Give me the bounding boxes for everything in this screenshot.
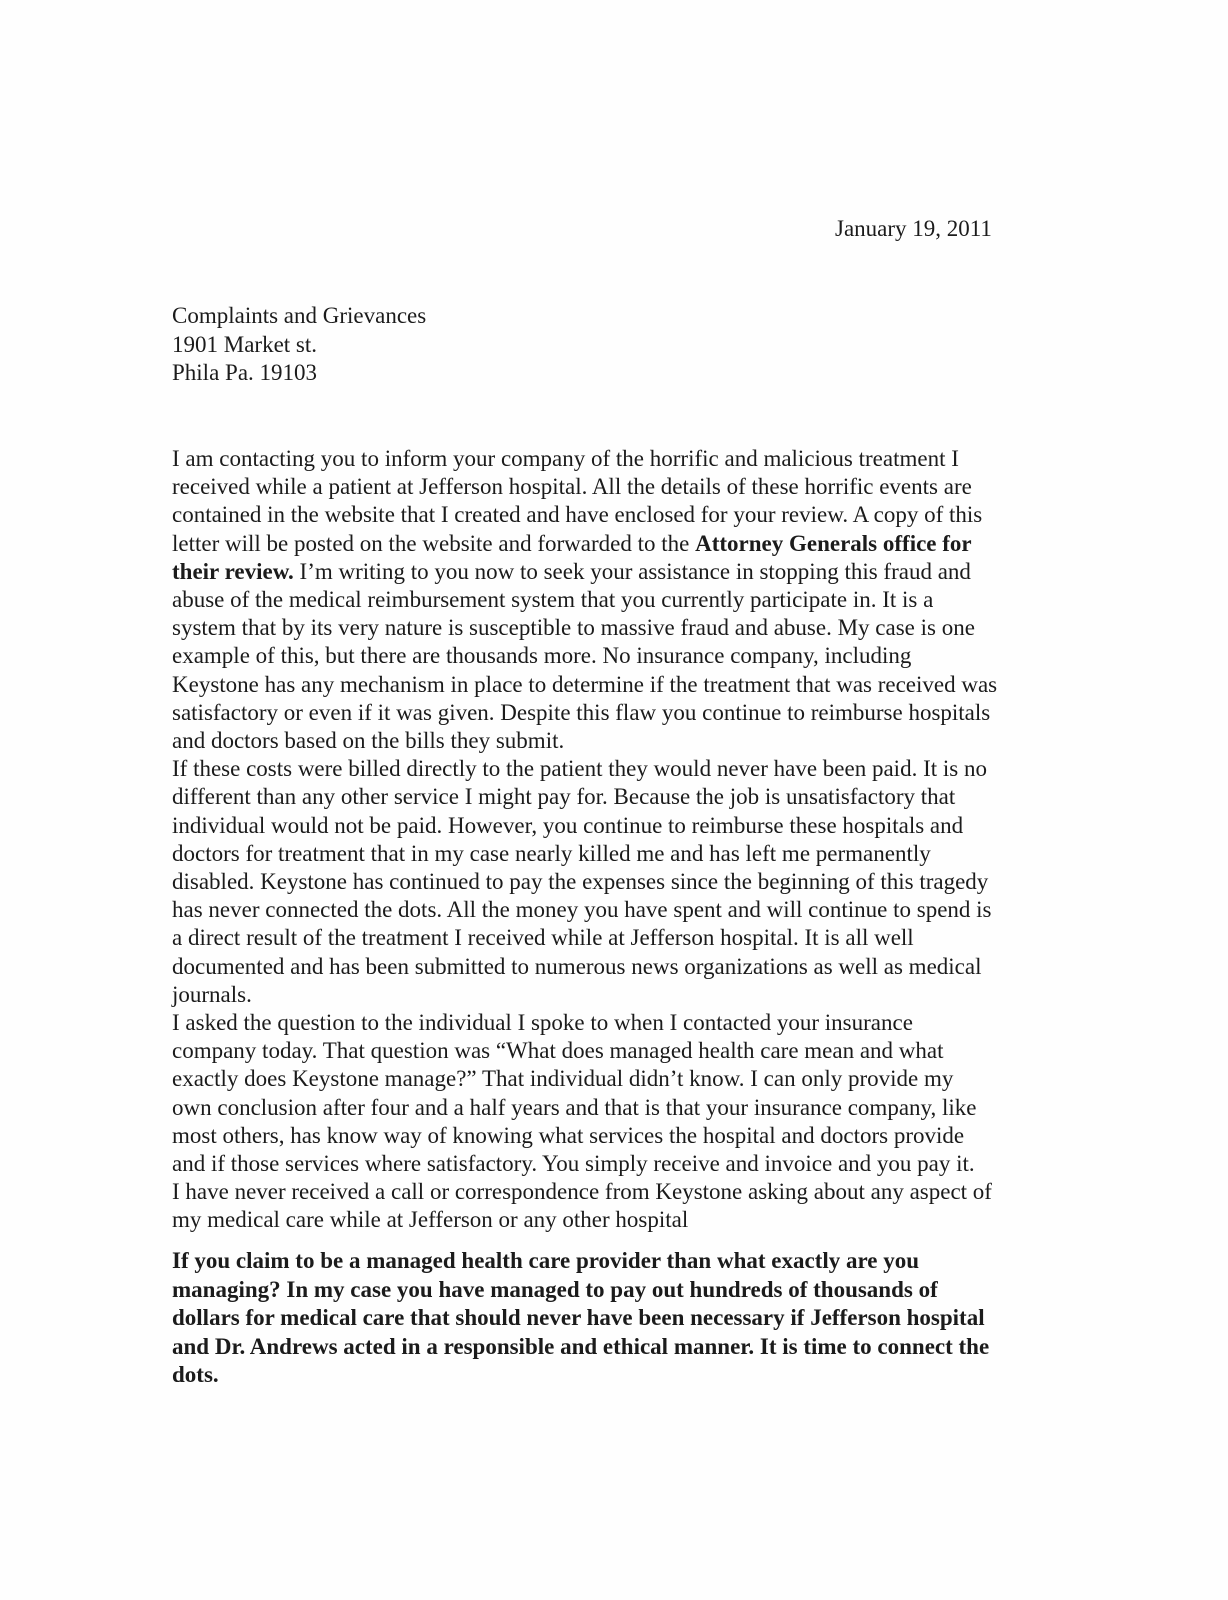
bold-emphasis: their review.	[172, 558, 294, 584]
body-line: I have never received a call or correspondence from Keystone asking about any aspect of	[172, 1179, 992, 1205]
body-line: individual would not be paid. However, you continue to reimburse these hospitals and	[172, 812, 964, 838]
body-line: I am contacting you to inform your company of the horrific and malicious treatment I	[172, 446, 959, 471]
body-line: most others, has know way of knowing what services the hospital and doctors provide	[172, 1122, 965, 1148]
body-line: letter will be posted on the website and forwarded to the Attorney Generals office for	[172, 530, 972, 556]
body-line: satisfactory or even if it was given. Despite this flaw you continue to reimburse hospitals	[172, 699, 991, 725]
address-line: Complaints and Grievances	[172, 303, 427, 328]
closing-line: managing? In my case you have managed to pay out hundreds of thousands of	[172, 1276, 938, 1302]
body-line: contained in the website that I created and have enclosed for your review. A copy of this	[172, 502, 983, 528]
body-line: example of this, but there are thousands more. No insurance company, including	[172, 643, 912, 669]
body-line: received while a patient at Jefferson hospital. All the details of these horrific events are	[172, 474, 972, 500]
letter-body	[172, 445, 1072, 1235]
closing-paragraph	[172, 1247, 1072, 1390]
body-line: If these costs were billed directly to the patient they would never have been paid. It is no	[172, 756, 987, 782]
body-line: documented and has been submitted to numerous news organizations as well as medical	[172, 953, 982, 979]
body-line: their review. I’m writing to you now to seek your assistance in stopping this fraud and	[172, 558, 971, 584]
body-line: system that by its very nature is susceptible to massive fraud and abuse. My case is one	[172, 615, 975, 641]
body-line: own conclusion after four and a half years and that is that your insurance company, like	[172, 1094, 977, 1120]
body-line: doctors for treatment that in my case nearly killed me and has left me permanently	[172, 840, 931, 866]
letter-date: January 19, 2011	[835, 216, 992, 241]
body-line: has never connected the dots. All the money you have spent and will continue to spend is	[172, 897, 992, 923]
body-line: my medical care while at Jefferson or any other hospital	[172, 1207, 689, 1233]
recipient-address	[172, 302, 426, 388]
address-line: 1901 Market st.	[172, 331, 318, 357]
closing-line: dots.	[172, 1362, 219, 1387]
body-line: different than any other service I might pay for. Because the job is unsatisfactory that	[172, 784, 956, 810]
body-line: company today. That question was “What does managed health care mean and what	[172, 1038, 944, 1064]
body-line: disabled. Keystone has continued to pay the expenses since the beginning of this tragedy	[172, 869, 989, 895]
body-line: exactly does Keystone manage?” That individual didn’t know. I can only provide my	[172, 1066, 954, 1092]
body-line: journals.	[172, 981, 252, 1007]
closing-line: dollars for medical care that should never have been necessary if Jefferson hospital	[172, 1305, 985, 1330]
closing-line: If you claim to be a managed health care provider than what exactly are you	[172, 1248, 920, 1273]
body-line: and doctors based on the bills they submit.	[172, 728, 565, 754]
body-line: I asked the question to the individual I spoke to when I contacted your insurance	[172, 1010, 913, 1036]
address-line: Phila Pa. 19103	[172, 360, 318, 385]
body-line: Keystone has any mechanism in place to determine if the treatment that was received was	[172, 671, 998, 697]
body-line: abuse of the medical reimbursement system that you currently participate in. It is a	[172, 587, 934, 613]
body-line: and if those services where satisfactory. You simply receive and invoice and you pay it.	[172, 1151, 975, 1177]
body-line: a direct result of the treatment I received while at Jefferson hospital. It is all well	[172, 925, 914, 951]
closing-line: and Dr. Andrews acted in a responsible and ethical manner. It is time to connect the	[172, 1333, 990, 1359]
bold-emphasis: Attorney Generals office for	[695, 530, 972, 556]
